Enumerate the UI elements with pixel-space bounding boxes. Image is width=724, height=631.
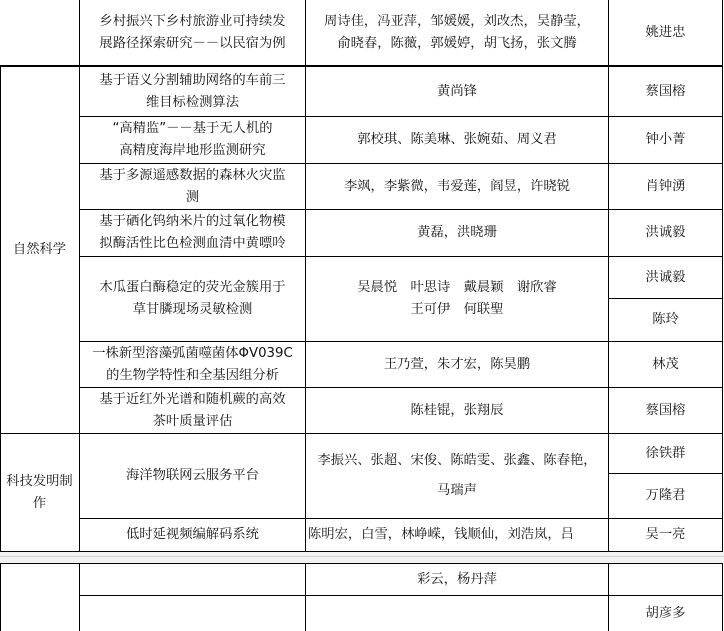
team-members: 李振兴、张超、宋俊、陈皓雯、张鑫、陈春艳， 马瑞声 [317, 453, 597, 498]
team-members: 王乃萱，朱才宏，陈昊鹏 [383, 356, 531, 372]
team-members: 李飒，李紫微，韦爱莲，阎昱，许晓锐 [343, 178, 571, 194]
team-members: 陈明宏，白雪，林峥嵘，钱顺仙，刘浩岚，吕 [308, 527, 574, 542]
category-natural-science: 自然科学 [12, 242, 67, 257]
team-members: 陈桂锟，张翔辰 [410, 402, 504, 418]
grid-line [0, 563, 1, 631]
page-break-line [0, 556, 724, 557]
advisor: 蔡国榕 [645, 83, 686, 99]
project-name: 木瓜蛋白酶稳定的荧光金簇用于 草甘膦现场灵敏检测 [99, 280, 286, 317]
advisor: 胡彦多 [645, 605, 686, 621]
advisor: 钟小菁 [645, 132, 686, 147]
project-name: 基于硒化钨纳米片的过氧化物模 拟酶活性比色检测血清中黄嘌呤 [99, 214, 286, 251]
advisor-secondary: 陈玲 [652, 312, 679, 327]
advisor: 林茂 [652, 356, 679, 372]
advisor: 洪诚毅 [645, 225, 686, 240]
project-name: 基于多源遥感数据的森林火灾监 测 [99, 167, 286, 205]
advisor: 蔡国榕 [645, 402, 686, 418]
table-page-2 [0, 563, 724, 631]
page-break [0, 552, 724, 563]
project-name: 基于近红外光谱和随机蕨的高效 茶叶质量评估 [99, 391, 286, 429]
project-name: 基于语义分割辅助网络的车前三 维目标检测算法 [99, 72, 286, 110]
advisor: 吴一亮 [645, 527, 686, 542]
project-name: 乡村振兴下乡村旅游业可持续发 展路径探索研究－－以民宿为例 [99, 13, 286, 51]
project-name: 低时延视频编解码系统 [126, 527, 259, 542]
grid-line [79, 563, 80, 631]
team-members-continued: 彩云，杨丹萍 [417, 571, 497, 587]
project-name: “高精监”－－基于无人机的 高精度海岸地形监测研究 [112, 121, 273, 158]
advisor: 姚进忠 [645, 24, 686, 40]
team-members: 郭校琪、陈美琳、张婉茹、周义君 [357, 132, 557, 147]
advisor: 肖钟湧 [645, 178, 686, 194]
project-name: 海洋物联网云服务平台 [126, 468, 259, 483]
advisor: 徐铁群 [645, 445, 686, 461]
grid-line [722, 0, 723, 552]
team-members: 黄尚锋 [437, 83, 477, 99]
advisor: 洪诚毅 [645, 269, 686, 285]
team-members: 周诗佳，冯亚萍，邹媛媛，刘改杰，吴静莹， 俞晓春，陈薇，郭媛婷，胡飞扬，张文腾 [324, 13, 590, 51]
grid-line [722, 563, 723, 631]
project-name: 一株新型溶藻弧菌噬菌体ΦV039C 的生物学特性和全基因组分析 [92, 345, 293, 383]
advisor-secondary: 万隆君 [645, 488, 686, 503]
team-members: 吴晨悦 叶思诗 戴晨颖 谢欣睿 王可伊 何联聖 [357, 280, 557, 317]
category-tech-invention: 科技发明制 作 [6, 473, 73, 511]
team-members: 黄磊，洪晓珊 [417, 225, 497, 240]
